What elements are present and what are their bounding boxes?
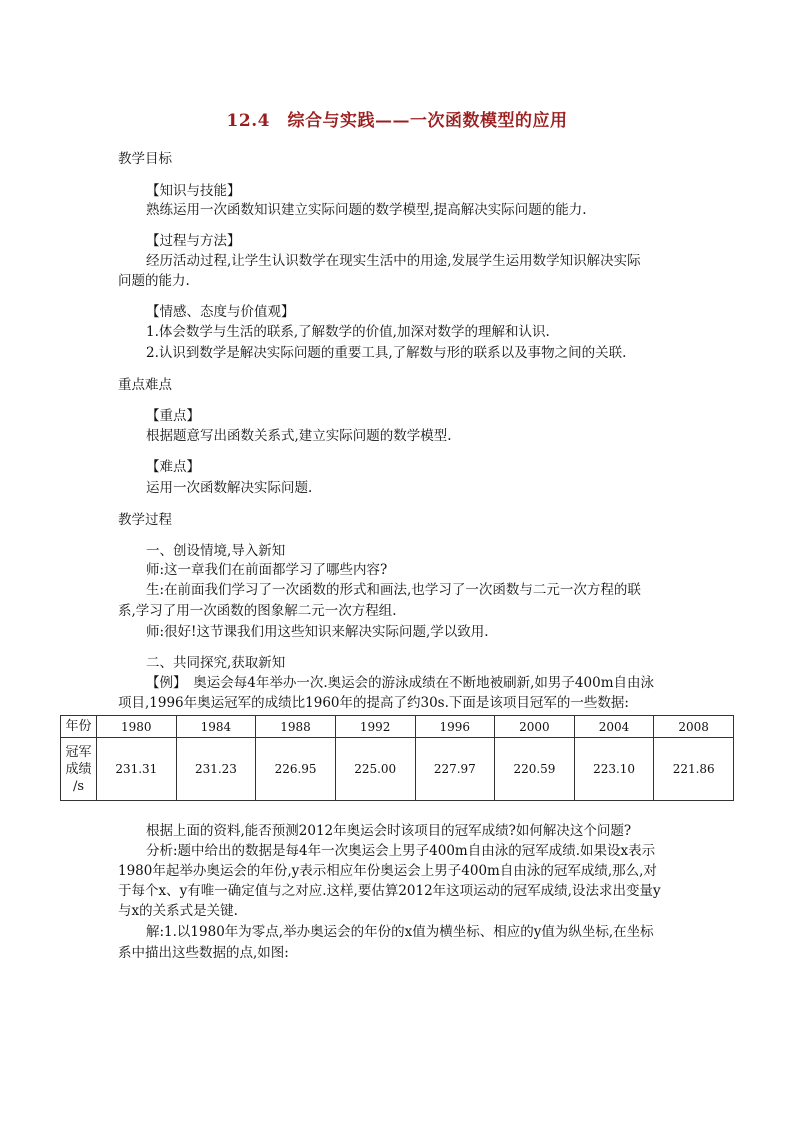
year-cell: 1996 [415,716,495,738]
student-line-1a: 生:在前面我们学习了一次函数的形式和画法,也学习了一次函数与二元一次方程的联 [146,582,641,598]
emotion-heading: 【情感、态度与价值观】 [146,304,295,320]
example-line-1: 【例】 奥运会每4年举办一次.奥运会的游泳成绩在不断地被刷新,如男子400m自由泳 [146,675,654,691]
key-text: 根据题意写出函数关系式,建立实际问题的数学模型. [146,428,452,444]
process-heading: 【过程与方法】 [146,233,241,249]
section-heading-teaching-process: 教学过程 [118,512,172,528]
knowledge-text: 熟练运用一次函数知识建立实际问题的数学模型,提高解决实际问题的能力. [146,202,587,218]
result-label-line-3: /s [72,778,85,794]
result-label-line-2: 成绩 [65,761,92,777]
analysis-line-1: 分析:题中给出的数据是每4年一次奥运会上男子400m自由泳的冠军成绩.如果设x表示 [146,843,656,859]
emotion-item-1: 1.体会数学与生活的联系,了解数学的价值,加深对数学的理解和认识. [146,324,550,340]
step1-heading: 一、创设情境,导入新知 [146,543,286,559]
result-cell: 227.97 [415,738,495,801]
result-cell: 220.59 [495,738,575,801]
year-cell: 2008 [654,716,734,738]
process-text-1: 经历活动过程,让学生认识数学在现实生活中的用途,发展学生运用数学知识解决实际 [146,253,641,269]
result-cell: 231.23 [176,738,256,801]
result-cell: 223.10 [574,738,654,801]
section-heading-key-points: 重点难点 [118,377,172,393]
difficulty-text: 运用一次函数解决实际问题. [146,480,313,496]
year-cell: 1992 [335,716,415,738]
teacher-line-2: 师:很好!这节课我们用这些知识来解决实际问题,学以致用. [146,624,489,640]
teacher-line-1: 师:这一章我们在前面都学习了哪些内容? [146,562,388,578]
result-label-line-1: 冠军 [65,744,92,760]
result-cell: 226.95 [256,738,336,801]
page-title: 12.4 综合与实践——一次函数模型的应用 [226,111,568,131]
key-heading: 【重点】 [146,408,200,424]
result-cell: 225.00 [335,738,415,801]
result-cell: 231.31 [97,738,177,801]
example-line-2: 项目,1996年奥运冠军的成绩比1960年的提高了约30s.下面是该项目冠军的一些数据: [118,695,629,711]
year-cell: 2004 [574,716,654,738]
year-cell: 1980 [97,716,177,738]
process-text-2: 问题的能力. [118,273,190,289]
table-row-years [61,716,734,738]
analysis-line-4: 与x的关系式是关键. [118,903,238,919]
year-label-cell: 年份 [61,716,97,738]
year-cell: 2000 [495,716,575,738]
data-table [60,715,734,801]
difficulty-heading: 【难点】 [146,459,200,475]
year-cell: 1988 [256,716,336,738]
analysis-line-2: 1980年起举办奥运会的年份,y表示相应年份奥运会上男子400m自由泳的冠军成绩,那么,对 [118,863,657,879]
question-text: 根据上面的资料,能否预测2012年奥运会时该项目的冠军成绩?如何解决这个问题? [146,823,632,839]
analysis-line-3: 于每个x、y有唯一确定值与之对应.这样,要估算2012年这项运动的冠军成绩,设法求出变量y [118,883,661,899]
section-heading-goals: 教学目标 [118,151,172,167]
solution-line-1: 解:1.以1980年为零点,举办奥运会的年份的x值为横坐标、相应的y值为纵坐标,在坐标 [146,924,654,940]
knowledge-heading: 【知识与技能】 [146,183,241,199]
step2-heading: 二、共同探究,获取新知 [146,655,286,671]
year-cell: 1984 [176,716,256,738]
result-label-cell [61,738,97,801]
table-row-results [61,738,734,801]
student-line-1b: 系,学习了用一次函数的图象解二元一次方程组. [118,603,397,619]
solution-line-2: 系中描出这些数据的点,如图: [118,945,289,961]
emotion-item-2: 2.认识到数学是解决实际问题的重要工具,了解数与形的联系以及事物之间的关联. [146,345,627,361]
result-cell: 221.86 [654,738,734,801]
